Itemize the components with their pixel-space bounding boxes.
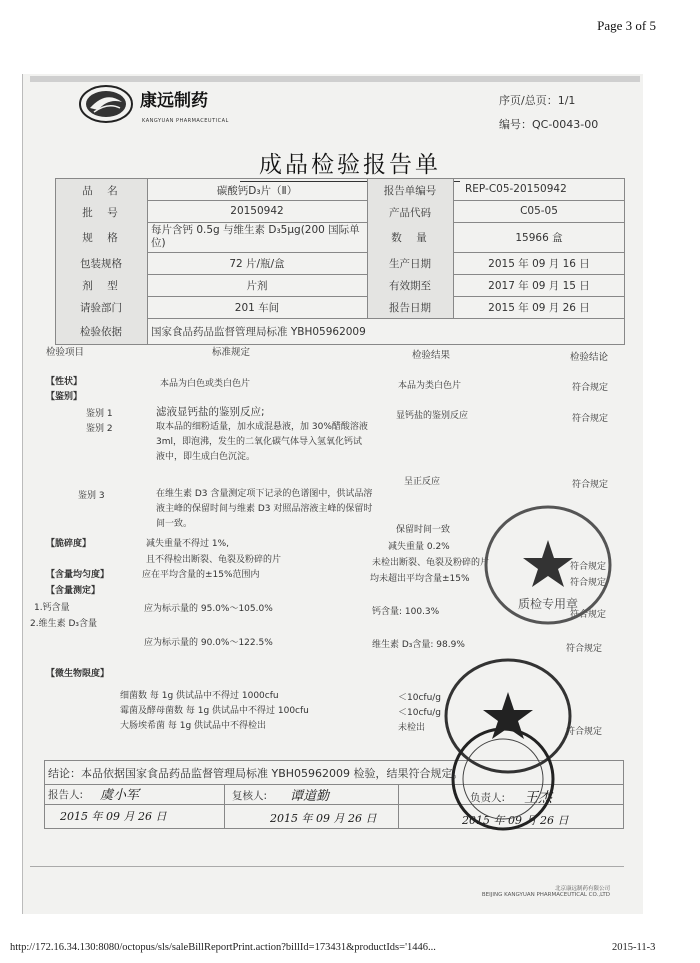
assay1-conclusion: 符合规定 (570, 610, 607, 620)
value-batch-no: 20150942 (230, 205, 284, 217)
ident2-label: 鉴别 2 (86, 424, 113, 434)
micro1-standard: 细菌数 每 1g 供试品中不得过 1000cfu (120, 691, 279, 701)
company-logo-icon (78, 84, 134, 124)
value-spec: 每片含钙 0.5g 与维生素 D₃5μg(200 国际单位) (151, 224, 360, 249)
label-basis: 检验依据 (80, 326, 122, 338)
label-package: 包装规格 (80, 258, 122, 270)
page-sequence: 序页/总页：1/1 (499, 94, 576, 107)
micro1-result: ＜10cfu/g (398, 693, 442, 703)
responsible-date: 2015 年 09 月 26 日 (462, 814, 569, 827)
micro3-result: 未检出 (398, 723, 426, 733)
micro2-result: ＜10cfu/g (398, 708, 442, 718)
footer-company-en: BEIJING KANGYUAN PHARMACEUTICAL CO.,LTD (481, 892, 610, 898)
info-table (55, 178, 625, 344)
uniformity-title: 【含量均匀度】 (46, 570, 110, 580)
ident3-standard: 在维生素 D3 含量测定项下记录的色谱图中，供试品溶液主峰的保留时间与维素 D3 对照品溶液主峰的保留时间一致。 (156, 489, 373, 529)
micro3-standard: 大肠埃希菌 每 1g 供试品中不得检出 (120, 721, 267, 731)
assay-title: 【含量测定】 (46, 586, 101, 596)
label-report-no: 报告单编号 (383, 185, 437, 197)
assay2-standard: 应为标示量的 90.0%～122.5% (144, 638, 273, 648)
label-product-code: 产品代码 (389, 207, 431, 219)
assay2-label: 2.维生素 D₃含量 (30, 619, 97, 629)
reporter-signature: 虞小军 (100, 788, 140, 803)
top-band (30, 76, 640, 82)
uniformity-conclusion: 符合规定 (570, 578, 607, 588)
value-package: 72 片/瓶/盒 (229, 258, 285, 270)
assay2-result: 维生素 D₃含量: 98.9% (372, 640, 465, 650)
reviewer-signature: 谭道勤 (290, 789, 330, 804)
micro2-standard: 霉菌及酵母菌数 每 1g 供试品中不得过 100cfu (120, 706, 309, 716)
responsible-label: 负责人: (470, 792, 506, 804)
reporter-label: 报告人: (48, 789, 84, 801)
report-title: 成品检验报告单 (240, 146, 460, 182)
ident3-label: 鉴别 3 (78, 491, 105, 501)
footer-company (440, 884, 610, 898)
friability-result-2: 未检出断裂、龟裂及粉碎的片 (372, 558, 490, 568)
label-spec: 规 格 (82, 232, 120, 244)
character-title: 【性状】 (46, 377, 83, 387)
footer-company-cn: 北京康远制药有限公司 (554, 886, 610, 892)
value-report-date: 2015 年 09 月 26 日 (488, 302, 590, 314)
ident1-conclusion: 符合规定 (572, 414, 609, 424)
ident2-result: 呈正反应 (404, 477, 441, 487)
label-batch-no: 批 号 (82, 207, 120, 219)
value-report-no: REP-C05-20150942 (465, 183, 567, 195)
value-production-date: 2015 年 09 月 16 日 (488, 258, 590, 270)
ident3-result: 保留时间一致 (396, 525, 451, 535)
assay2-conclusion: 符合规定 (566, 644, 603, 654)
header-conclusion: 检验结论 (570, 352, 609, 363)
ident2-conclusion: 符合规定 (572, 480, 609, 490)
uniformity-result: 均未超出平均含量±15% (370, 574, 470, 584)
quality-dept-stamp (448, 724, 558, 834)
browser-date: 2015-11-3 (612, 942, 656, 953)
page-number: Page 3 of 5 (597, 18, 656, 33)
value-product-code: C05-05 (520, 205, 558, 217)
character-conclusion: 符合规定 (572, 383, 609, 393)
friability-conclusion: 符合规定 (570, 562, 607, 572)
conclusion-text: 结论：本品依据国家食品药品监督管理局标准 YBH05962009 检验，结果符合规定。 (48, 767, 464, 780)
micro-title: 【微生物限度】 (46, 669, 110, 679)
label-dosage-form: 剂 型 (82, 280, 120, 292)
ident1-standard: 滤液显钙盐的鉴别反应; (156, 406, 265, 418)
label-product-name: 品 名 (82, 185, 120, 197)
label-department: 请验部门 (80, 302, 122, 314)
assay1-label: 1.钙含量 (34, 603, 70, 613)
friability-title: 【脆碎度】 (46, 539, 92, 549)
friability-standard-2: 且不得检出断裂、龟裂及粉碎的片 (146, 555, 282, 565)
qc-seal-stamp (478, 500, 618, 630)
browser-url: http://172.16.34.130:8080/octopus/sls/saleBillReportPrint.action?billId=173431&productIds='1446... (10, 942, 436, 953)
responsible-signature: 王杰 (524, 790, 552, 806)
assay1-standard: 应为标示量的 95.0%～105.0% (144, 604, 273, 614)
document-code: 编号：QC-0043-00 (499, 118, 599, 131)
value-department: 201 车间 (234, 302, 280, 314)
header-result: 检验结果 (412, 350, 451, 361)
label-report-date: 报告日期 (389, 302, 431, 314)
character-standard: 本品为白色或类白色片 (160, 379, 251, 389)
assay1-result: 钙含量: 100.3% (372, 607, 440, 617)
uniformity-standard: 应在平均含量的±15%范围内 (142, 570, 260, 580)
friability-standard-1: 减失重量不得过 1%, (146, 539, 229, 549)
reporter-date: 2015 年 09 月 26 日 (60, 810, 167, 823)
company-name-en: KANGYUAN PHARMACEUTICAL (142, 118, 229, 124)
label-quantity: 数 量 (391, 232, 429, 244)
value-expiry-date: 2017 年 09 月 15 日 (488, 280, 590, 292)
character-result: 本品为类白色片 (398, 381, 462, 391)
label-expiry-date: 有效期至 (389, 280, 431, 292)
ident1-label: 鉴别 1 (86, 409, 113, 419)
value-dosage-form: 片剂 (246, 280, 268, 292)
ident2-standard: 取本品的细粉适量，加水成混悬液，加 30%醋酸溶液 3ml，即泡沸，发生的二氧化碳气体导入氢氧化钙试液中，即生成白色沉淀。 (156, 422, 368, 462)
value-quantity: 15966 盒 (515, 232, 563, 244)
reviewer-date: 2015 年 09 月 26 日 (270, 812, 377, 825)
friability-result-1: 减失重量 0.2% (388, 542, 450, 552)
ident-title: 【鉴别】 (46, 392, 83, 402)
label-production-date: 生产日期 (389, 258, 431, 270)
value-basis: 国家食品药品监督管理局标准 YBH05962009 (151, 326, 366, 338)
ident1-result: 显钙盐的鉴别反应 (396, 411, 469, 421)
company-name: 康远制药 (140, 91, 208, 111)
header-standard: 标准规定 (212, 347, 251, 358)
header-item: 检验项目 (46, 347, 85, 358)
value-product-name: 碳酸钙D₃片（Ⅱ） (216, 185, 298, 197)
svg-text:质检专用章: 质检专用章 (517, 597, 579, 611)
micro-conclusion: 符合规定 (566, 727, 603, 737)
reviewer-label: 复核人: (232, 790, 268, 802)
